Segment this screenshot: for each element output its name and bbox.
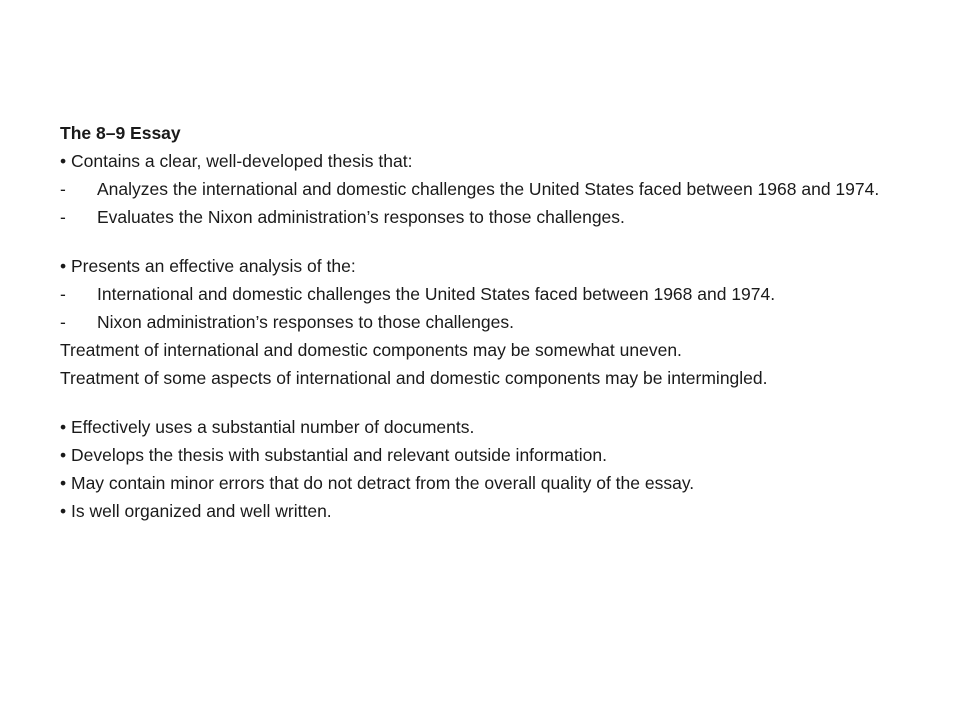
analysis-bullet: • Presents an effective analysis of the: xyxy=(60,256,356,276)
thesis-item-evaluates xyxy=(60,207,910,228)
minor-errors-bullet: • May contain minor errors that do not detract from the overall quality of the essay. xyxy=(60,473,695,493)
analysis-item-challenges xyxy=(60,284,910,305)
dash-marker: - xyxy=(60,207,66,227)
thesis-item-text: Analyzes the international and domestic challenges the United States faced between 1968 and 1974. xyxy=(97,179,880,199)
spacer xyxy=(60,396,910,417)
documents-bullet: • Effectively uses a substantial number of documents. xyxy=(60,417,475,437)
analysis-item-responses xyxy=(60,312,910,333)
spacer xyxy=(60,235,910,256)
thesis-item-analyzes xyxy=(60,179,910,200)
thesis-item-text: Evaluates the Nixon administration’s responses to those challenges. xyxy=(97,207,625,227)
thesis-bullet: • Contains a clear, well-developed thesis that: xyxy=(60,151,413,171)
analysis-note-uneven: Treatment of international and domestic components may be somewhat uneven. xyxy=(60,340,682,360)
analysis-item-text: Nixon administration’s responses to those challenges. xyxy=(97,312,514,332)
dash-marker: - xyxy=(60,312,66,332)
outside-info-bullet: • Develops the thesis with substantial and relevant outside information. xyxy=(60,445,607,465)
organization-bullet: • Is well organized and well written. xyxy=(60,501,332,521)
rubric-content xyxy=(60,123,910,529)
rubric-title: The 8–9 Essay xyxy=(60,123,181,143)
dash-marker: - xyxy=(60,179,66,199)
analysis-item-text: International and domestic challenges the United States faced between 1968 and 1974. xyxy=(97,284,776,304)
analysis-note-intermingled: Treatment of some aspects of international and domestic components may be intermingled. xyxy=(60,368,768,388)
dash-marker: - xyxy=(60,284,66,304)
